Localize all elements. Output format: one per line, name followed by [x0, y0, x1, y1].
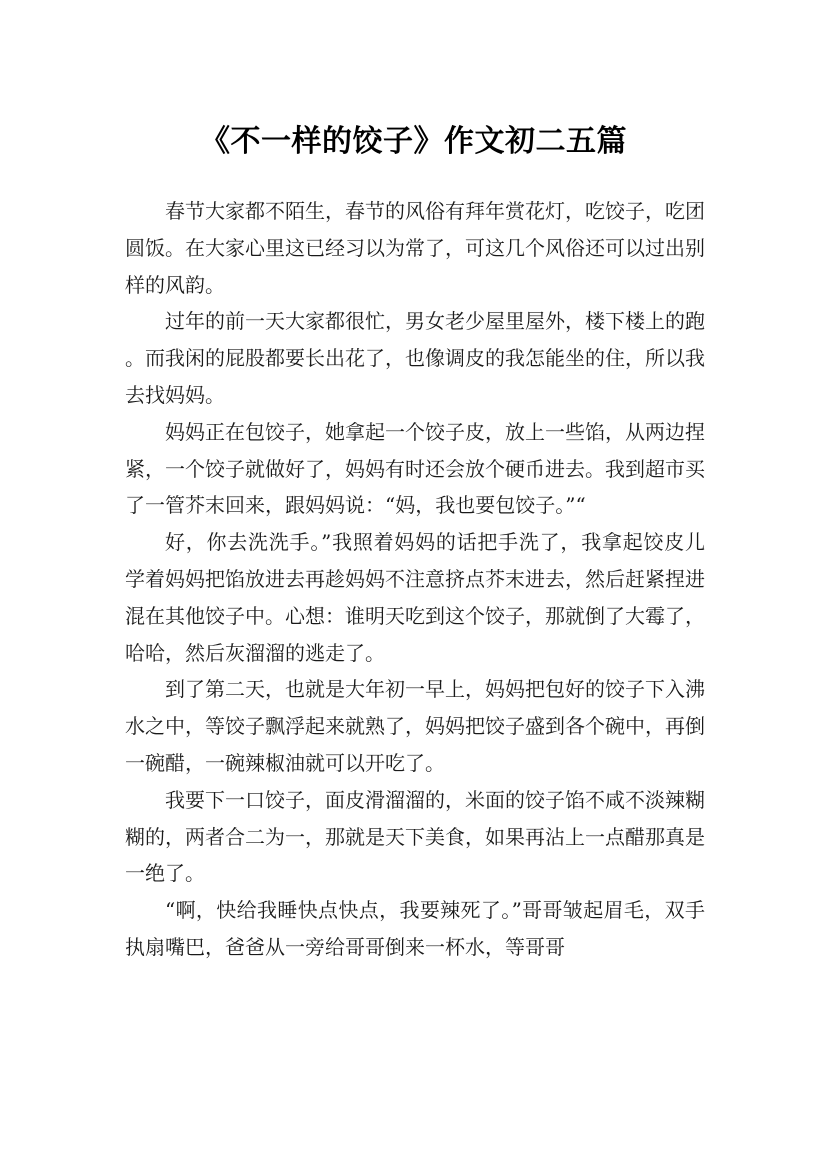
document-body	[125, 193, 705, 966]
paragraph-5: 到了第二天，也就是大年初一早上，妈妈把包好的饺子下入沸水之中，等饺子飘浮起来就熟了，妈妈把饺子盛到各个碗中，再倒一碗醋，一碗辣椒油就可以开吃了。	[125, 677, 705, 775]
paragraph-6: 我要下一口饺子，面皮滑溜溜的，米面的饺子馅不咸不淡辣糊糊的，两者合二为一，那就是天下美食，如果再沾上一点醋那真是一绝了。	[125, 787, 705, 886]
paragraph-3: 妈妈正在包饺子，她拿起一个饺子皮，放上一些馅，从两边捏紧，一个饺子就做好了，妈妈有时还会放个硬币进去。我到超市买了一管芥末回来，跟妈妈说：“妈，我也要包饺子。”“	[125, 419, 705, 518]
paragraph-4: 好，你去洗洗手。”我照着妈妈的话把手洗了，我拿起饺皮儿学着妈妈把馅放进去再趁妈妈不注意挤点芥末进去，然后赶紧捏进混在其他饺子中。心想：谁明天吃到这个饺子，那就倒了大霉了，哈哈，然后灰溜溜的逃走了。	[125, 530, 705, 665]
paragraph-7: “啊，快给我睡快点快点，我要辣死了。”哥哥皱起眉毛，双手执扇嘴巴，爸爸从一旁给哥哥倒来一杯水，等哥哥	[125, 898, 705, 959]
paragraph-2: 过年的前一天大家都很忙，男女老少屋里屋外，楼下楼上的跑。而我闲的屁股都要长出花了，也像调皮的我怎能坐的住，所以我去找妈妈。	[125, 309, 705, 407]
document-title: 《不一样的饺子》作文初二五篇	[200, 124, 627, 160]
paragraph-1: 春节大家都不陌生，春节的风俗有拜年赏花灯，吃饺子，吃团圆饭。在大家心里这已经习以为常了，可这几个风俗还可以过出别样的风韵。	[125, 199, 705, 297]
